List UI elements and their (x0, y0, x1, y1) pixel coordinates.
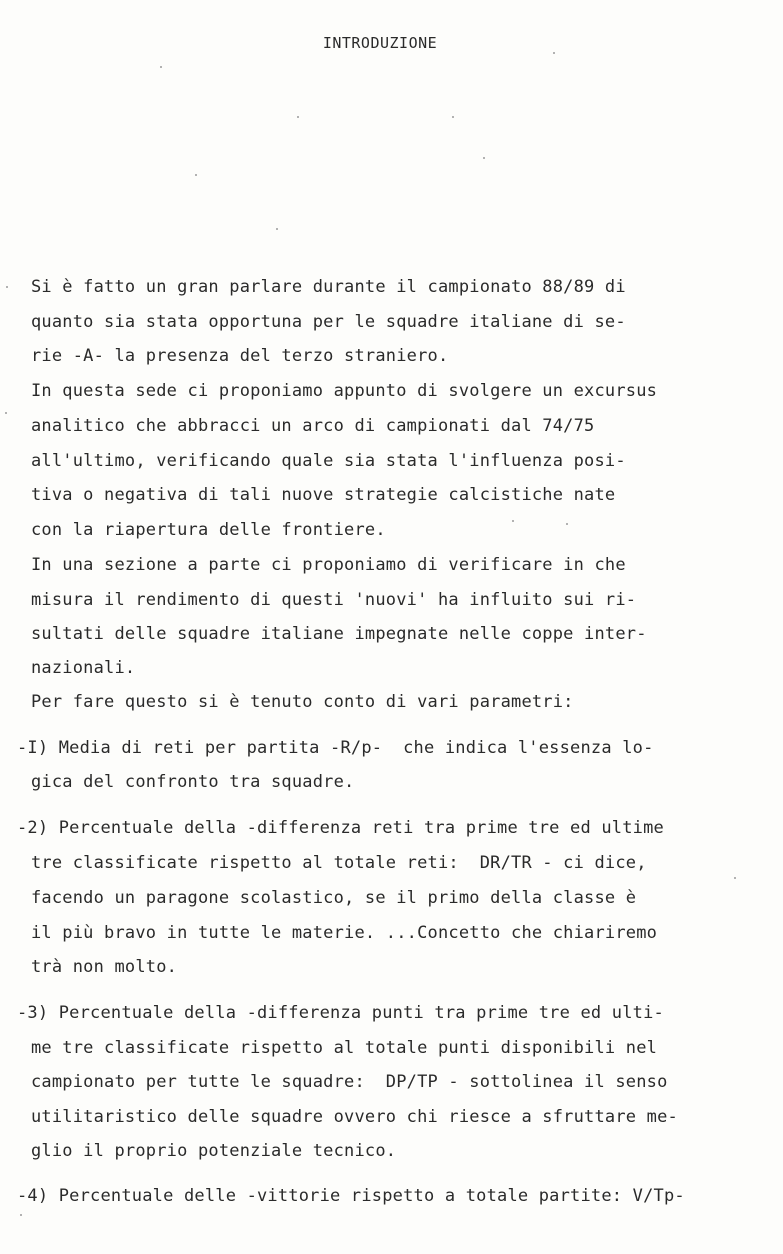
text-line: sultati delle squadre italiane impegnate nelle coppe inter- (31, 624, 647, 644)
text-line: Si è fatto un gran parlare durante il campionato 88/89 di (31, 277, 626, 297)
text-line: Per fare questo si è tenuto conto di vari parametri: (31, 692, 574, 712)
list-item-line: il più bravo in tutte le materie. ...Concetto che chiariremo (31, 923, 658, 943)
text-line: rie -A- la presenza del terzo straniero. (31, 346, 449, 366)
list-item-line: facendo un paragone scolastico, se il primo della classe è (31, 888, 637, 908)
scan-speck (734, 877, 736, 879)
scan-speck (512, 520, 514, 522)
list-item-line: glio il proprio potenziale tecnico. (31, 1141, 397, 1161)
list-item-line: me tre classificate rispetto al totale punti disponibili nel (31, 1038, 658, 1058)
scan-speck (6, 286, 8, 288)
list-item-line: -2) Percentuale della -differenza reti tra prime tre ed ultime (17, 818, 664, 838)
list-item-line: campionato per tutte le squadre: DP/TP - sottolinea il senso (31, 1072, 668, 1092)
scan-speck (566, 523, 568, 525)
text-line: misura il rendimento di questi 'nuovi' ha influito sui ri- (31, 590, 637, 610)
text-line: In questa sede ci proponiamo appunto di svolgere un excursus (31, 381, 658, 401)
list-item-line: utilitaristico delle squadre ovvero chi riesce a sfruttare me- (31, 1107, 678, 1127)
list-item-line: tre classificate rispetto al totale reti: DR/TR - ci dice, (31, 853, 647, 873)
text-line: all'ultimo, verificando quale sia stata l'influenza posi- (31, 451, 626, 471)
text-line: con la riapertura delle frontiere. (31, 520, 386, 540)
scan-speck (20, 1214, 22, 1216)
list-item-line: -4) Percentuale delle -vittorie rispetto a totale partite: V/Tp- (17, 1186, 685, 1206)
list-item-line: -3) Percentuale della -differenza punti tra prime tre ed ulti- (17, 1003, 664, 1023)
text-line: analitico che abbracci un arco di campionati dal 74/75 (31, 416, 595, 436)
text-line: In una sezione a parte ci proponiamo di verificare in che (31, 555, 626, 575)
list-item-line: gica del confronto tra squadre. (31, 772, 355, 792)
scan-speck (276, 228, 278, 230)
scan-speck (483, 157, 485, 159)
page-title: INTRODUZIONE (322, 34, 438, 52)
list-item-line: trà non molto. (31, 957, 178, 977)
list-item-line: -I) Media di reti per partita -R/p- che indica l'essenza lo- (17, 738, 654, 758)
scan-speck (160, 66, 162, 68)
text-line: nazionali. (31, 658, 136, 678)
scan-speck (452, 116, 454, 118)
text-line: quanto sia stata opportuna per le squadre italiane di se- (31, 312, 626, 332)
scan-speck (195, 174, 197, 176)
scan-speck (297, 116, 299, 118)
scan-speck (5, 412, 7, 414)
text-line: tiva o negativa di tali nuove strategie calcistiche nate (31, 485, 616, 505)
scan-speck (553, 52, 555, 54)
